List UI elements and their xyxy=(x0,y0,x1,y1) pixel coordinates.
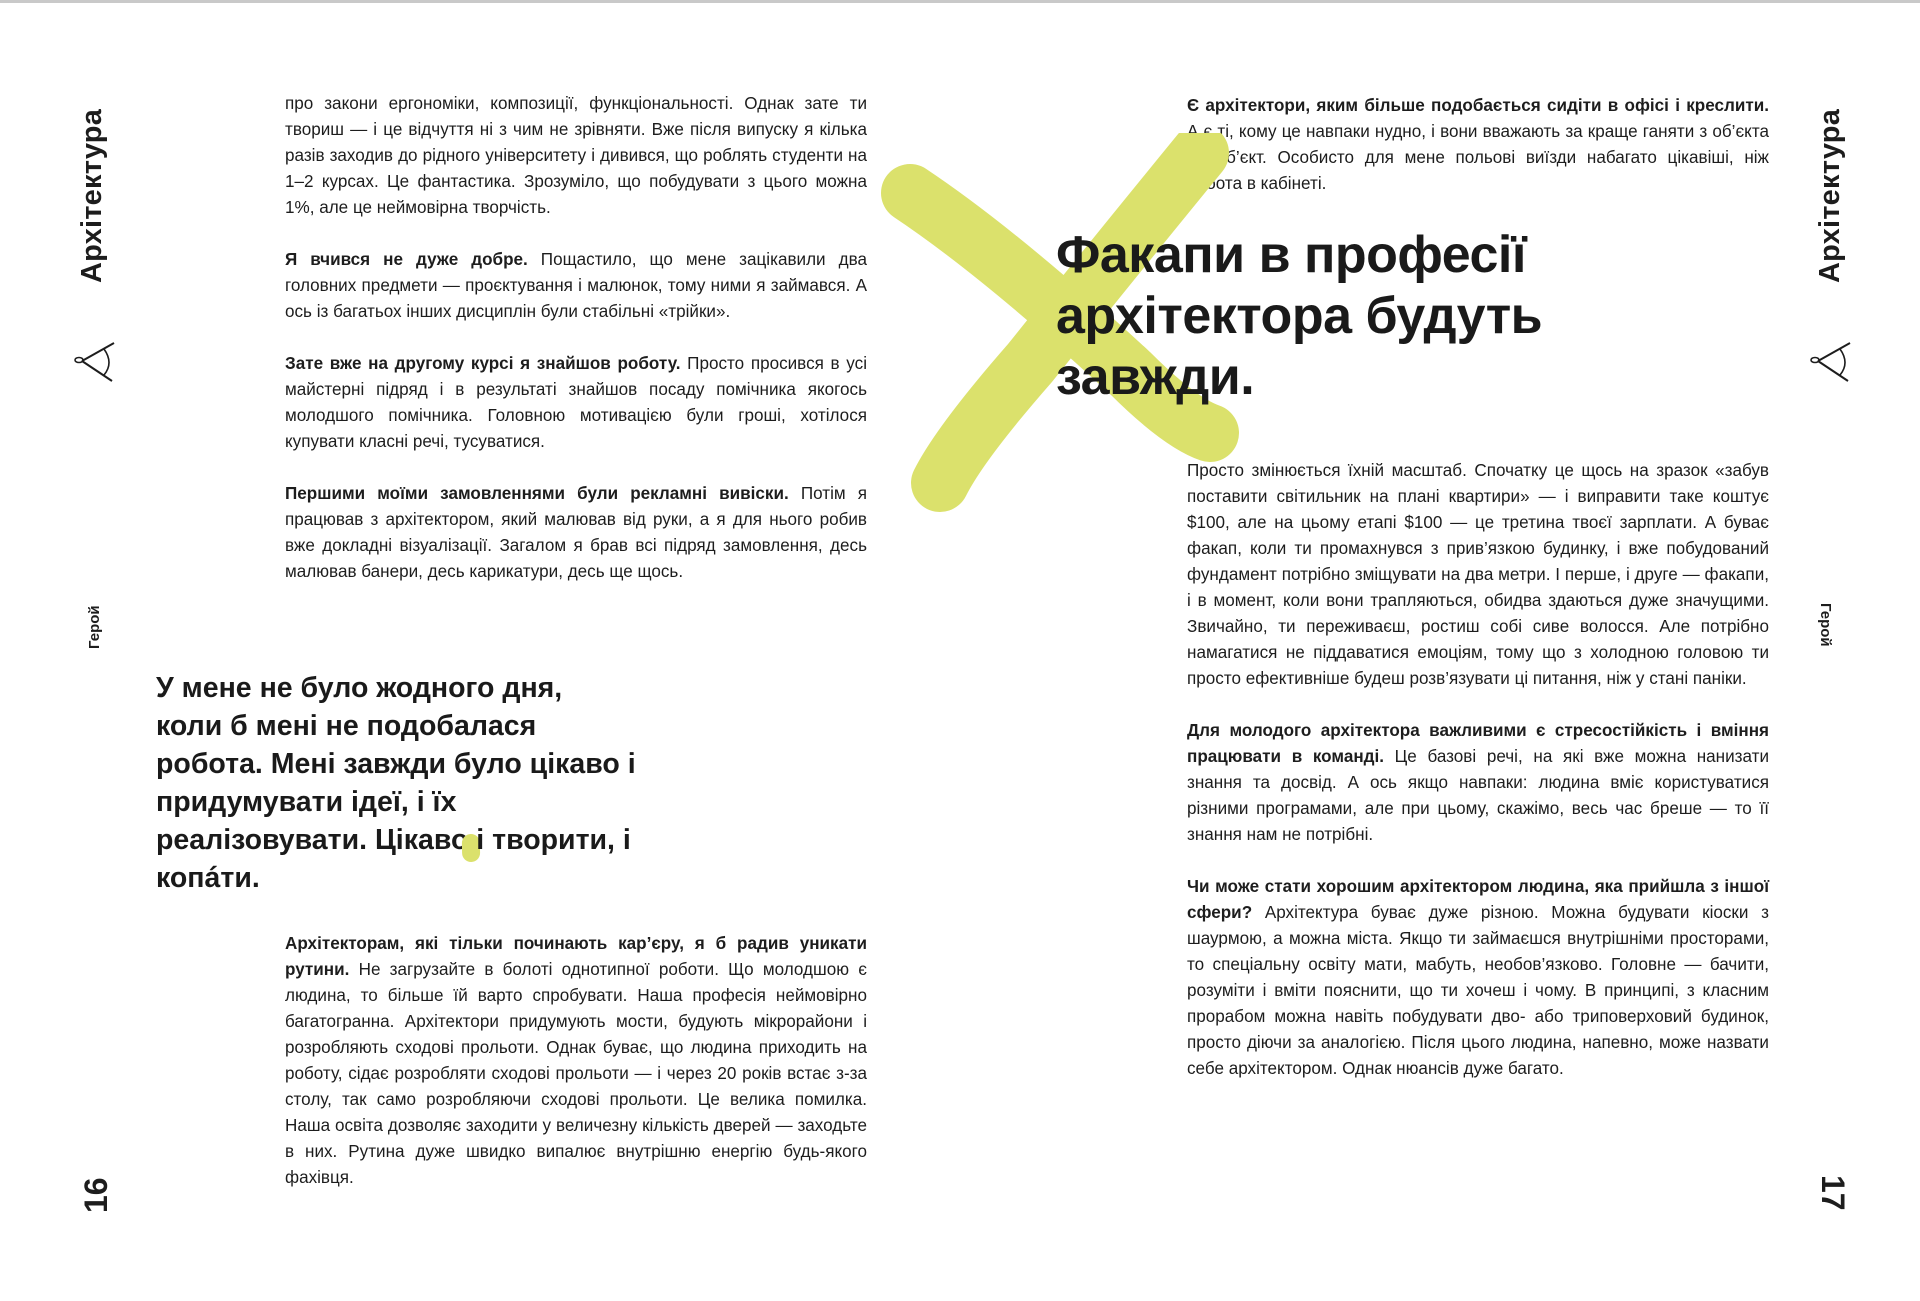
paragraph: Архітекторам, які тільки починають кар’єру, я б радив уникати рутини. Не загрузайте в болоті однотипної роботи. Що молодшою є людина, то більше їй варто спробувати. Наша професія неймовірно багатогранна. Архітектори придумують мости, будують мікрорайони і розробляють сходові прольоти. Однак буває, що людина приходить на роботу, сідає розробляти сходові прольоти — і через 20 років встає з-за столу, так само розробляючи сходові прольоти. Це велика помилка. Наша освіта дозволяє заходити у величезну кількість дверей — заходьте в них. Рутина дуже швидко випалює внутрішню енергію будь-якого фахівця. xyxy=(285,934,867,1187)
right-column-body xyxy=(1187,458,1769,1108)
hero-label-left: Герой xyxy=(86,605,103,649)
page-number-right: 17 xyxy=(1815,1175,1851,1211)
left-column-bottom xyxy=(285,931,867,1217)
hero-label-right: Герой xyxy=(1817,603,1834,647)
pull-quote-highlight: і творити, і копáти. xyxy=(156,824,631,894)
page-number-left: 16 xyxy=(78,1177,114,1213)
headline: Факапи в професії архітектора будуть завжди. xyxy=(1056,226,1543,406)
section-label-left: Архітектура xyxy=(76,108,108,283)
pull-quote xyxy=(156,669,636,897)
paragraph: Є архітектори, яким більше подобається сидіти в офісі і креслити. А є ті, кому це навпаки нудно, і вони вважають за краще ганяти з об’єкта на об’єкт. Особисто для мене польові виїзди набагато цікавіші, ніж робота в кабінеті. xyxy=(1187,96,1769,193)
paragraph: Зате вже на другому курсі я знайшов роботу. Просто просився в усі майстерні підряд і в результаті знайшов посаду помічника якогось молодшого помічника. Головною мотивацією були гроші, хотілося купувати класні речі, тусуватися. xyxy=(285,354,868,451)
paragraph: Першими моїми замовленнями були рекламні вивіски. Потім я працював з архітектором, який малював від руки, а я для нього робив вже докладні візуалізації. Загалом я брав всі підряд замовлення, десь малював банери, десь карикатури, десь ще щось. xyxy=(285,484,867,581)
paragraph: про закони ергономіки, композиції, функціональності. Однак зате ти твориш — і це відчуття ні з чим не зрівняти. Вже після випуску я кілька разів заходив до рідного університету і дивився, що роблять студенти на 1–2 курсах. Це фантастика. Зрозуміло, що побудувати з цього можна 1%, але це неймовірна творчість. xyxy=(285,94,867,217)
compass-icon xyxy=(72,339,118,385)
magazine-spread xyxy=(0,3,1920,1301)
compass-icon xyxy=(1808,339,1854,385)
section-label-right: Архітектура xyxy=(1814,108,1846,283)
paragraph: Для молодого архітектора важливими є стресостійкість і вміння працювати в команді. Це базові речі, на які вже можна нанизати знання та досвід. А ось якщо навпаки: людина вміє користуватися різними програмами, але при цьому, скажімо, весь час бреше — то її знання нам не потрібні. xyxy=(1187,721,1770,844)
paragraph: Чи може стати хорошим архітектором людина, яка прийшла з іншої сфери? Архітектура буває дуже різною. Можна будувати кіоски з шаурмою, а можна міста. Якщо ти займаєшся внутрішніми просторами, то спеціальну освіту мати, мабуть, необов’язково. Головне — бачити, розуміти і вміти пояснити, що ти хочеш і чому. В принципі, з класним прорабом можна навіть побудувати дво- або триповерховий будинок, просто діючи за аналогією. Після цього людина, напевно, може назвати себе архітектором. Однак нюансів дуже багато. xyxy=(1187,877,1769,1078)
paragraph: Я вчився не дуже добре. Пощастило, що мене зацікавили два головних предмети — проєктування і малюнок, тому ними я займався. А ось із багатьох інших дисциплін були стабільні «трійки». xyxy=(285,250,867,321)
left-column-top xyxy=(285,91,867,611)
pull-quote-text: У мене не було жодного дня, коли б мені не подобалася робота. Мені завжди було цікаво і придумувати ідеї, і їх реалізовувати. Цікаво xyxy=(156,672,636,856)
paragraph: Просто змінюється їхній масштаб. Спочатку це щось на зразок «забув поставити світильник на плані квартири» — і виправити таке коштує $100, але на цьому етапі $100 — це третина твоєї зарплати. А буває факап, коли ти промахнувся з прив’язкою будинку, і вже побудований фундамент потрібно зміщувати на два метри. І перше, і друге — факапи, і в момент, коли вони трапляються, обидва здаються дуже значущими. Звичайно, ти переживаєш, ростиш собі сиве волосся. Але потрібно намагатися не піддаватися емоціям, тому що з холодною головою ти просто ефективніше будеш розв’язувати ці питання, ніж у стані паніки. xyxy=(1187,461,1769,688)
